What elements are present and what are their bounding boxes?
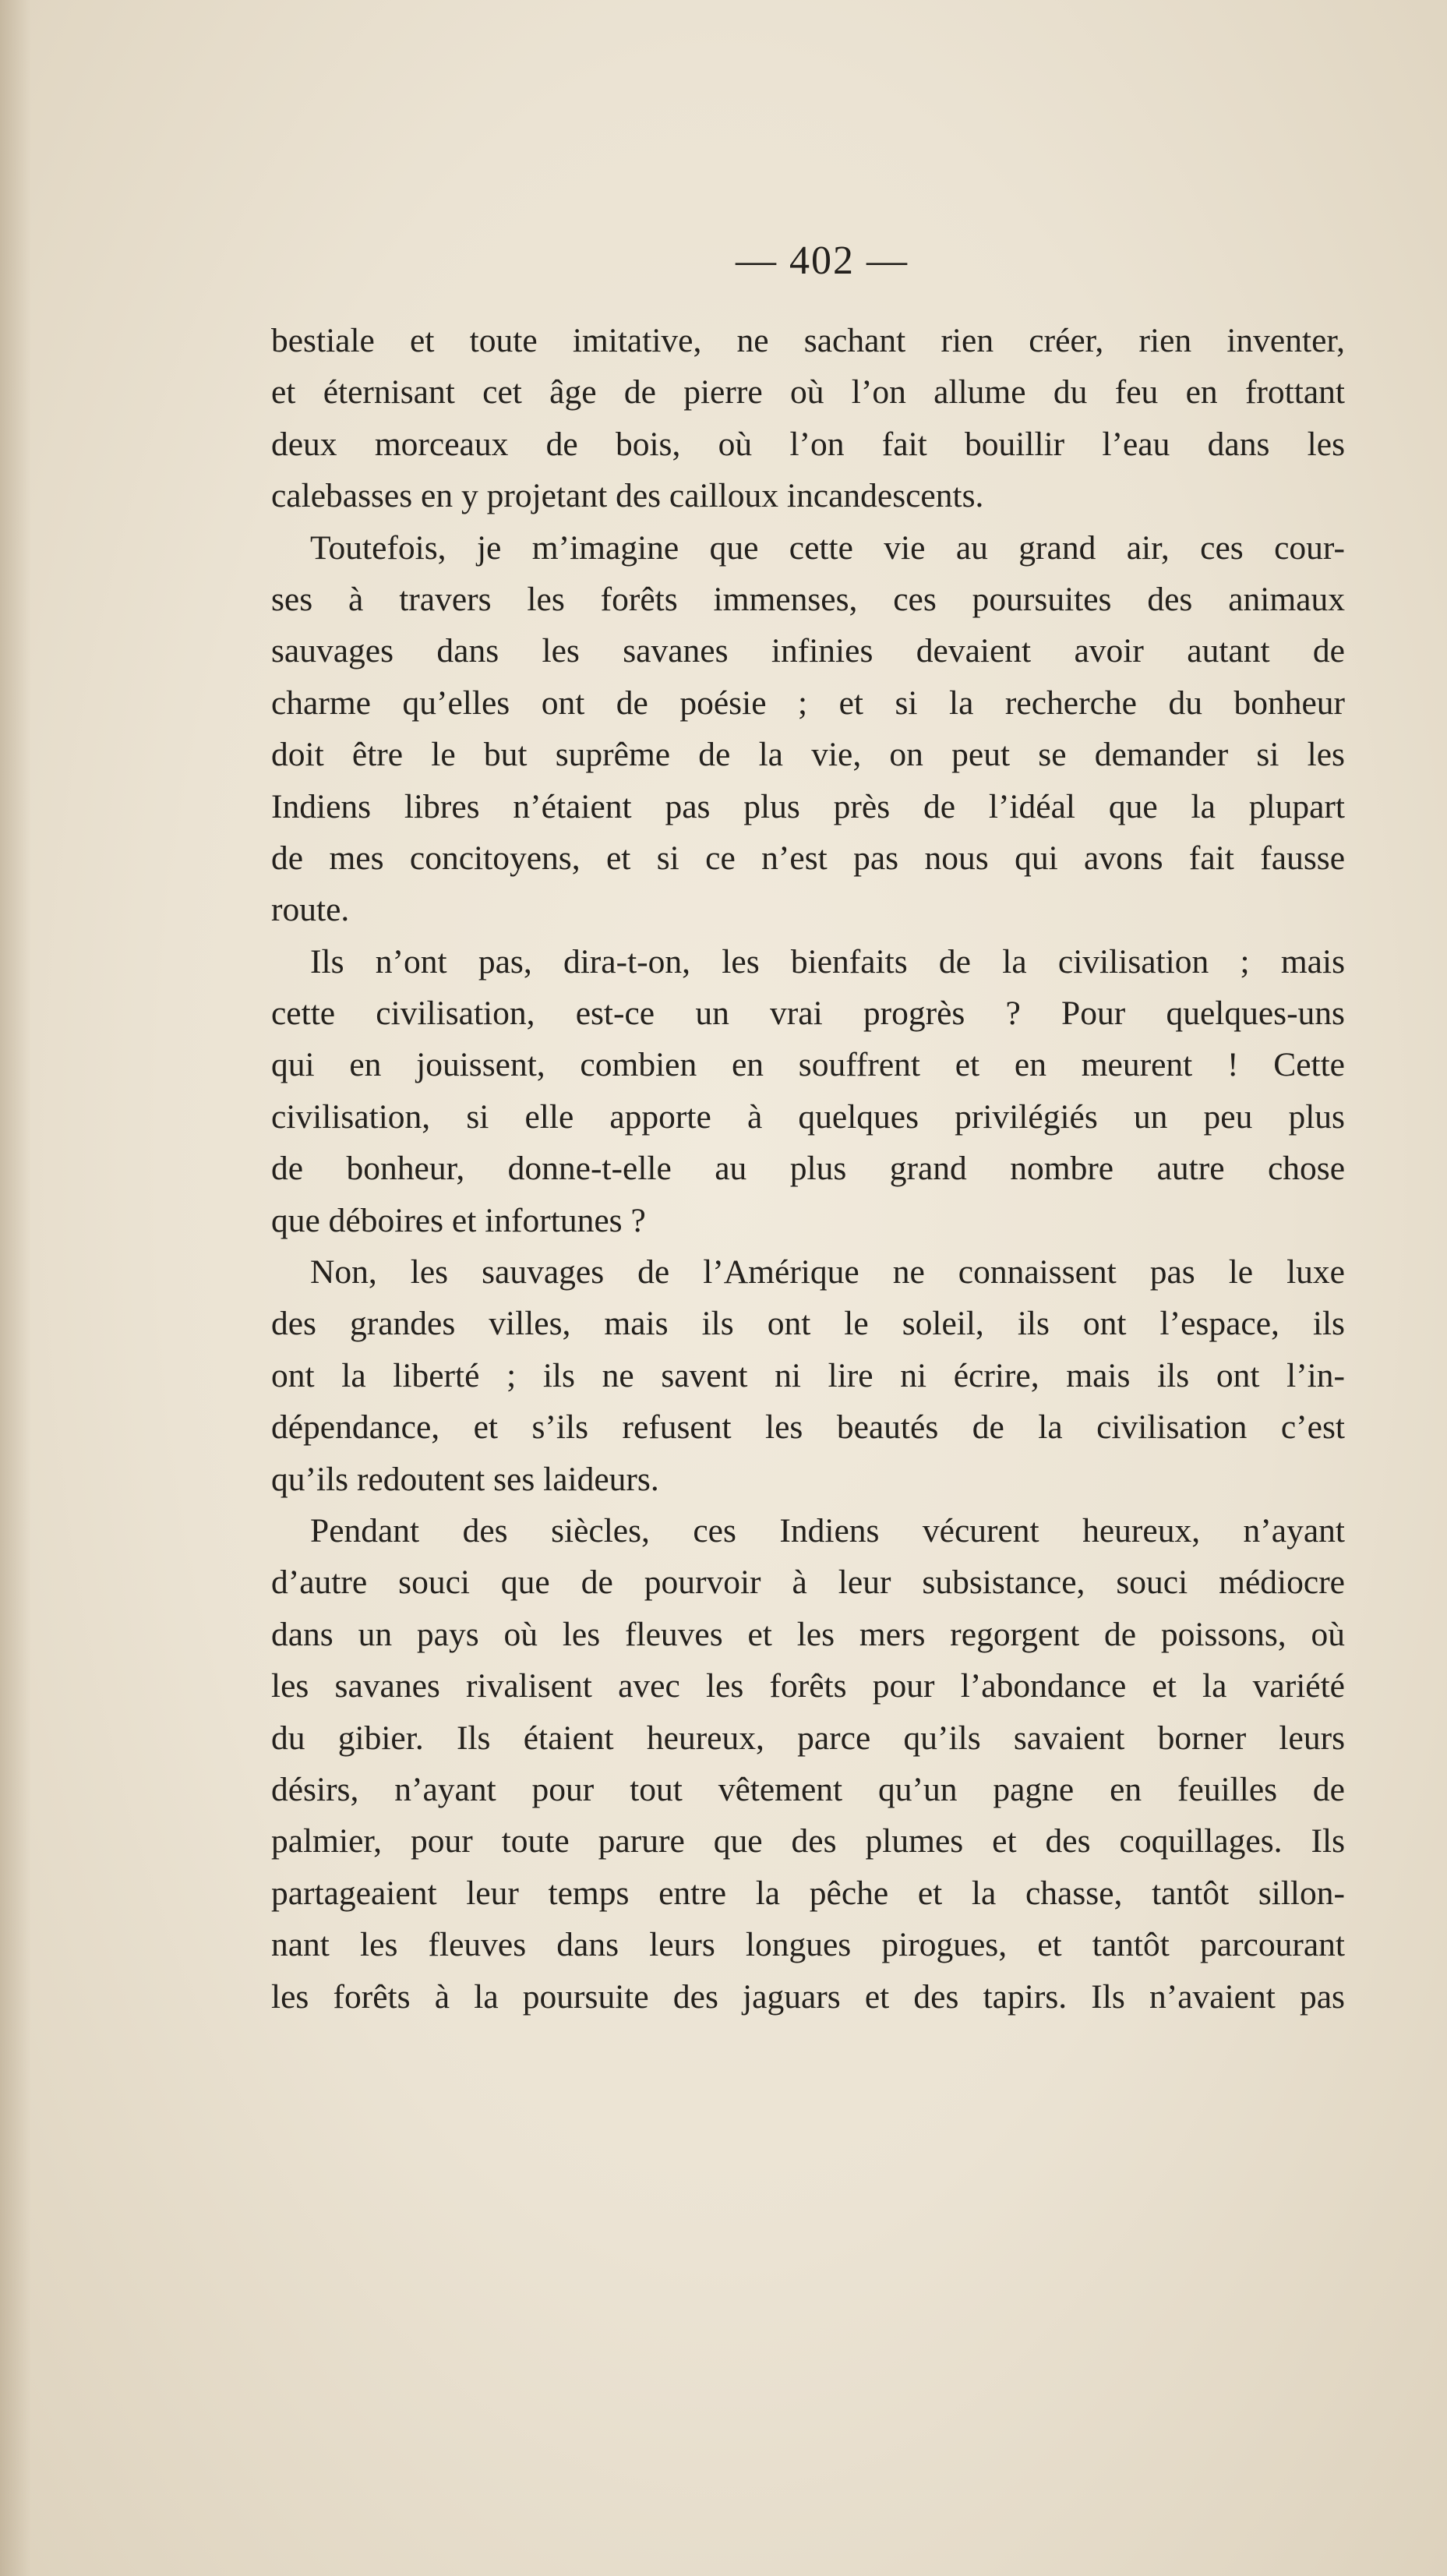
paragraph (271, 1505, 1345, 2023)
text-line: sauvages dans les savanes infinies devaient avoir autant de (271, 632, 1345, 670)
paragraph (271, 315, 1345, 522)
text-line: nant les fleuves dans leurs longues pirogues, et tantôt parcourant (271, 1926, 1345, 1964)
text-line: deux morceaux de bois, où l’on fait bouillir l’eau dans les (271, 425, 1345, 463)
text-line: Non, les sauvages de l’Amérique ne connaissent pas le luxe (310, 1253, 1345, 1292)
text-line: et éternisant cet âge de pierre où l’on allume du feu en frottant (271, 373, 1345, 412)
text-line: d’autre souci que de pourvoir à leur subsistance, souci médiocre (271, 1564, 1345, 1602)
page-number: — 402 — (736, 239, 909, 283)
text-line: charme qu’elles ont de poésie ; et si la recherche du bonheur (271, 684, 1345, 722)
paragraph (271, 936, 1345, 1246)
text-line: Toutefois, je m’imagine que cette vie au grand air, ces cour- (310, 528, 1345, 567)
text-line: cette civilisation, est-ce un vrai progrès ? Pour quelques-uns (271, 995, 1345, 1033)
text-line: de bonheur, donne-t-elle au plus grand nombre autre chose (271, 1150, 1345, 1188)
paragraph (271, 1246, 1345, 1505)
text-line: de mes concitoyens, et si ce n’est pas nous qui avons fait fausse (271, 839, 1345, 877)
text-line: des grandes villes, mais ils ont le soleil, ils ont l’espace, ils (271, 1305, 1345, 1343)
text-line: qu’ils redoutent ses laideurs. (271, 1460, 659, 1498)
text-line: dépendance, et s’ils refusent les beautés de la civilisation c’est (271, 1408, 1345, 1447)
text-line: calebasses en y projetant des cailloux incandescents. (271, 477, 984, 515)
text-line: du gibier. Ils étaient heureux, parce qu’ils savaient borner leurs (271, 1719, 1345, 1757)
page-edge-shadow (0, 0, 31, 2576)
body-text (271, 315, 1345, 2023)
text-line: dans un pays où les fleuves et les mers regorgent de poissons, où (271, 1615, 1345, 1653)
text-line: palmier, pour toute parure que des plumes et des coquillages. Ils (271, 1822, 1345, 1860)
text-line: bestiale et toute imitative, ne sachant rien créer, rien inventer, (271, 322, 1345, 359)
text-line: Indiens libres n’étaient pas plus près de l’idéal que la plupart (271, 787, 1345, 825)
text-line: les forêts à la poursuite des jaguars et des tapirs. Ils n’avaient pas (271, 1977, 1345, 2016)
paragraph (271, 522, 1345, 936)
text-line: route. (271, 891, 350, 929)
text-line: ont la liberté ; ils ne savent ni lire ni écrire, mais ils ont l’in- (271, 1356, 1345, 1394)
text-line: Pendant des siècles, ces Indiens vécurent heureux, n’ayant (310, 1511, 1345, 1549)
text-line: qui en jouissent, combien en souffrent et en meurent ! Cette (271, 1046, 1345, 1084)
text-line: ses à travers les forêts immenses, ces poursuites des animaux (271, 580, 1345, 618)
text-line: que déboires et infortunes ? (271, 1201, 646, 1239)
text-line: civilisation, si elle apporte à quelques privilégiés un peu plus (271, 1097, 1345, 1136)
text-line: les savanes rivalisent avec les forêts pour l’abondance et la variété (271, 1667, 1345, 1705)
text-line: doit être le but suprême de la vie, on peut se demander si les (271, 736, 1345, 774)
text-line: désirs, n’ayant pour tout vêtement qu’un pagne en feuilles de (271, 1770, 1345, 1808)
text-line: Ils n’ont pas, dira-t-on, les bienfaits de la civilisation ; mais (310, 942, 1345, 981)
text-line: partageaient leur temps entre la pêche et la chasse, tantôt sillon- (271, 1874, 1345, 1912)
